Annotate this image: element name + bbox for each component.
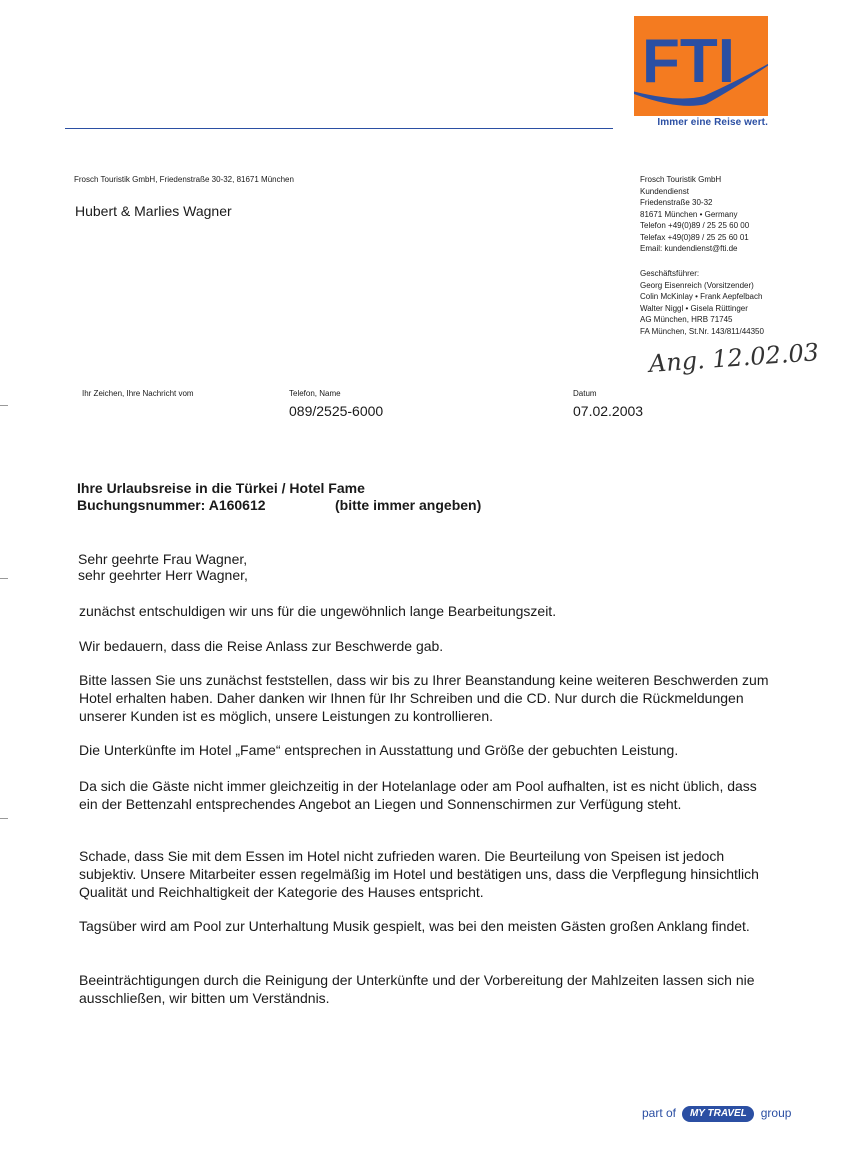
body-paragraph: Die Unterkünfte im Hotel „Fame“ entsprechen in Ausstattung und Größe der gebuchten Leistung. [79,742,679,758]
recipient-name: Hubert & Marlies Wagner [75,203,232,219]
logo-slogan: Immer eine Reise wert. [657,117,768,128]
company-line: Kundendienst [640,186,689,196]
footer-group-logo [642,1106,791,1122]
handwritten-note: Ang. 12.02.03 [648,338,820,378]
datum-label: Datum [573,389,597,398]
management-line: Geschäftsführer: [640,269,700,278]
company-line: 81671 München • Germany [640,209,738,219]
body-paragraph: zunächst entschuldigen wir uns für die ungewöhnlich lange Bearbeitungszeit. [79,603,557,619]
fti-logo [634,16,768,116]
footer-prefix: part of [642,1106,677,1121]
body-paragraph: Tagsüber wird am Pool zur Unterhaltung Musik gespielt, was bei den meisten Gästen großen Anklang findet. [79,918,750,934]
greeting [78,551,248,583]
management-line: FA München, St.Nr. 143/811/44350 [640,326,764,336]
greeting-line: sehr geehrter Herr Wagner, [78,567,248,583]
company-line: Friedenstraße 30-32 [640,198,713,207]
ihr-zeichen-label: Ihr Zeichen, Ihre Nachricht vom [82,389,194,398]
footer-suffix: group [760,1106,792,1121]
management-line: AG München, HRB 71745 [640,315,733,324]
body-paragraph: Da sich die Gäste nicht immer gleichzeitig in der Hotelanlage oder am Pool aufhalten, ist es nicht üblich, dass ein der Bettenzahl entsprechendes Angebot an Liegen und Sonnenschirmen zur Verfügung steht. [79,778,757,812]
company-line: Telefon +49(0)89 / 25 25 60 00 [640,221,750,230]
management-line: Colin McKinlay • Frank Aepfelbach [640,292,763,301]
fti-logo-mark [634,16,768,116]
telefon-value: 089/2525-6000 [289,403,384,419]
body-paragraph: Bitte lassen Sie uns zunächst feststellen, dass wir bis zu Ihrer Beanstandung keine weiteren Beschwerden zum Hotel erhalten haben. Daher danken wir Ihnen für Ihr Schreiben und die CD. Nur durch die Rückmeldungen unserer Kunden ist es möglich, unsere Leistungen zu kontrollieren. [79,672,769,724]
mytravel-badge: MY TRAVEL [682,1106,754,1122]
company-line: Telefax +49(0)89 / 25 25 60 01 [640,232,749,242]
body-paragraph: Beeinträchtigungen durch die Reinigung der Unterkünfte und der Vorbereitung der Mahlzeiten lassen sich nie ausschließen, wir bitten um Verständnis. [79,972,755,1006]
management-block [640,268,764,337]
body-paragraph: Schade, dass Sie mit dem Essen im Hotel nicht zufrieden waren. Die Beurteilung von Speisen ist jedoch subjektiv. Unsere Mitarbeiter essen regelmäßig im Hotel und bestätigen uns, dass die Verpflegung hinsichtlich Qualität und Reichhaltigkeit der Kategorie des Hauses entspricht. [79,848,759,900]
body-paragraph: Wir bedauern, dass die Reise Anlass zur Beschwerde gab. [79,638,444,654]
booking-note: (bitte immer angeben) [335,497,482,513]
booking-number-row [77,497,482,514]
fold-mark [0,578,8,579]
subject-block [77,480,482,514]
header-rule [65,128,613,129]
telefon-label: Telefon, Name [289,389,341,398]
management-line: Walter Niggl • Gisela Rüttinger [640,303,748,313]
logo-text: FTI [642,27,735,96]
datum-value: 07.02.2003 [573,403,644,419]
fold-mark [0,818,8,819]
company-line: Frosch Touristik GmbH [640,175,722,184]
fold-mark [0,405,8,406]
sender-address-line: Frosch Touristik GmbH, Friedenstraße 30-32, 81671 München [74,175,294,184]
management-line: Georg Eisenreich (Vorsitzender) [640,280,754,290]
greeting-line: Sehr geehrte Frau Wagner, [78,551,248,567]
company-contact-block [640,174,749,255]
booking-number: Buchungsnummer: A160612 [77,497,266,513]
company-line[interactable]: Email: kundendienst@fti.de [640,244,738,253]
subject-title: Ihre Urlaubsreise in die Türkei / Hotel Fame [77,480,365,496]
